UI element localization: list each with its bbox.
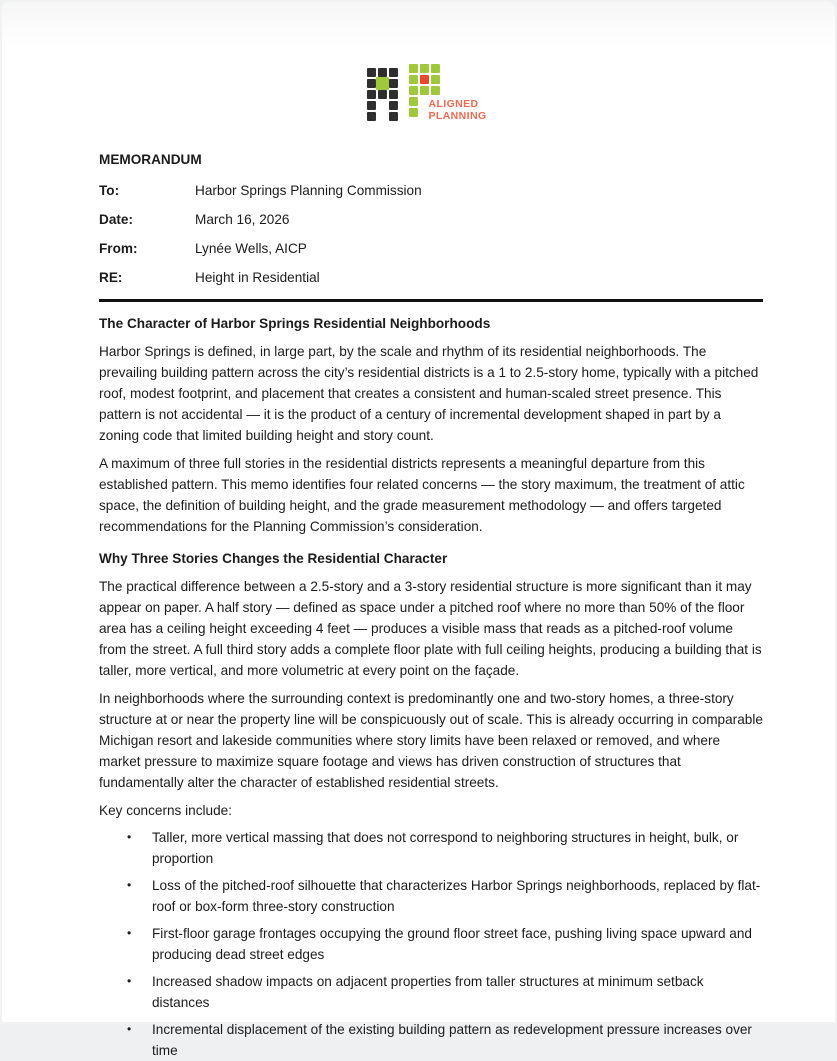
field-row-date (99, 212, 763, 228)
list-item (99, 827, 763, 869)
logo-wordmark-line1: ALIGNED (428, 98, 479, 110)
memo-content (99, 152, 763, 1061)
key-concerns-label: Key concerns include: (99, 802, 232, 818)
list-item (99, 923, 763, 965)
field-label-re: RE: (99, 270, 123, 285)
paragraph-character-2: A maximum of three full stories in the residential districts represents a meaningful departure from this established pattern. This memo identifies four related concerns — the story maximum, the treatment of attic space, the definition of building height, and the grade measurement methodology — and offers targeted recommendations for the Planning Commission’s consideration. (99, 455, 745, 534)
logo-letter-a-icon (366, 68, 397, 121)
field-label-from: From: (99, 241, 138, 256)
bullet-icon: • (127, 829, 132, 844)
list-item-text: Increased shadow impacts on adjacent properties from taller structures at minimum setback distances (152, 973, 704, 1010)
field-value-date: March 16, 2026 (195, 212, 290, 227)
memo-title: MEMORANDUM (99, 152, 202, 167)
field-row-re (99, 270, 763, 286)
header-divider-rule (99, 299, 763, 302)
field-row-from (99, 241, 763, 257)
bullet-icon: • (127, 877, 132, 892)
field-row-to (99, 183, 763, 199)
field-value-to: Harbor Springs Planning Commission (195, 183, 422, 198)
field-value-re: Height in Residential (195, 270, 320, 285)
logo-wordmark-line2: PLANNING (428, 109, 487, 122)
section-heading-character: The Character of Harbor Springs Residential Neighborhoods (99, 315, 491, 331)
logo-wordmark (428, 99, 486, 122)
aligned-planning-logo (366, 64, 487, 126)
paragraph-three-stories-1: The practical difference between a 2.5-story and a 3-story residential structure is more significant than it may appear on paper. A half story — defined as space under a pitched roof where no more than 50% of the floor area has a ceiling height exceeding 4 feet — produces a visible mass that reads as a pitched-roof volume from the street. A full third story adds a complete floor plate with full ceiling heights, producing a building that is taller, more vertical, and more volumetric at every point on the façade. (99, 578, 762, 678)
list-item (99, 875, 763, 917)
paragraph-three-stories-2: In neighborhoods where the surrounding context is predominantly one and two-story homes, a three-story structure at or near the property line will be conspicuously out of scale. This is already occurring in comparable Michigan resort and lakeside communities where story limits have been relaxed or removed, and where market pressure to maximize square footage and views has driven construction of structures that fundamentally alter the character of established residential streets. (99, 690, 763, 790)
list-item-text: Taller, more vertical massing that does not correspond to neighboring structures in height, bulk, or proportion (152, 829, 739, 866)
list-item-text: Incremental displacement of the existing building pattern as redevelopment pressure increases over time (152, 1021, 752, 1058)
field-value-from: Lynée Wells, AICP (195, 241, 307, 256)
bullet-icon: • (127, 1021, 132, 1036)
list-item (99, 971, 763, 1013)
memo-header-fields (99, 183, 763, 286)
paragraph-character-1: Harbor Springs is defined, in large part, by the scale and rhythm of its residential neighborhoods. The prevailing building pattern across the city’s residential districts is a 1 to 2.5-story home, typically with a pitched roof, modest footprint, and placement that creates a consistent and human-scaled street presence. This pattern is not accidental — it is the product of a century of incremental development shaped in part by a zoning code that limited building height and story count. (99, 343, 759, 443)
field-label-to: To: (99, 183, 120, 198)
key-concerns-list (99, 827, 763, 1061)
list-item-text: Loss of the pitched-roof silhouette that characterizes Harbor Springs neighborhoods, replaced by flat-roof or box-form three-story construction (152, 877, 761, 914)
list-item-text: First-floor garage frontages occupying the ground floor street face, pushing living space upward and producing dead street edges (152, 925, 752, 962)
bullet-icon: • (127, 973, 132, 988)
field-label-date: Date: (99, 212, 133, 227)
list-item (99, 1019, 763, 1061)
bullet-icon: • (127, 925, 132, 940)
section-heading-three-stories: Why Three Stories Changes the Residential Character (99, 550, 448, 566)
